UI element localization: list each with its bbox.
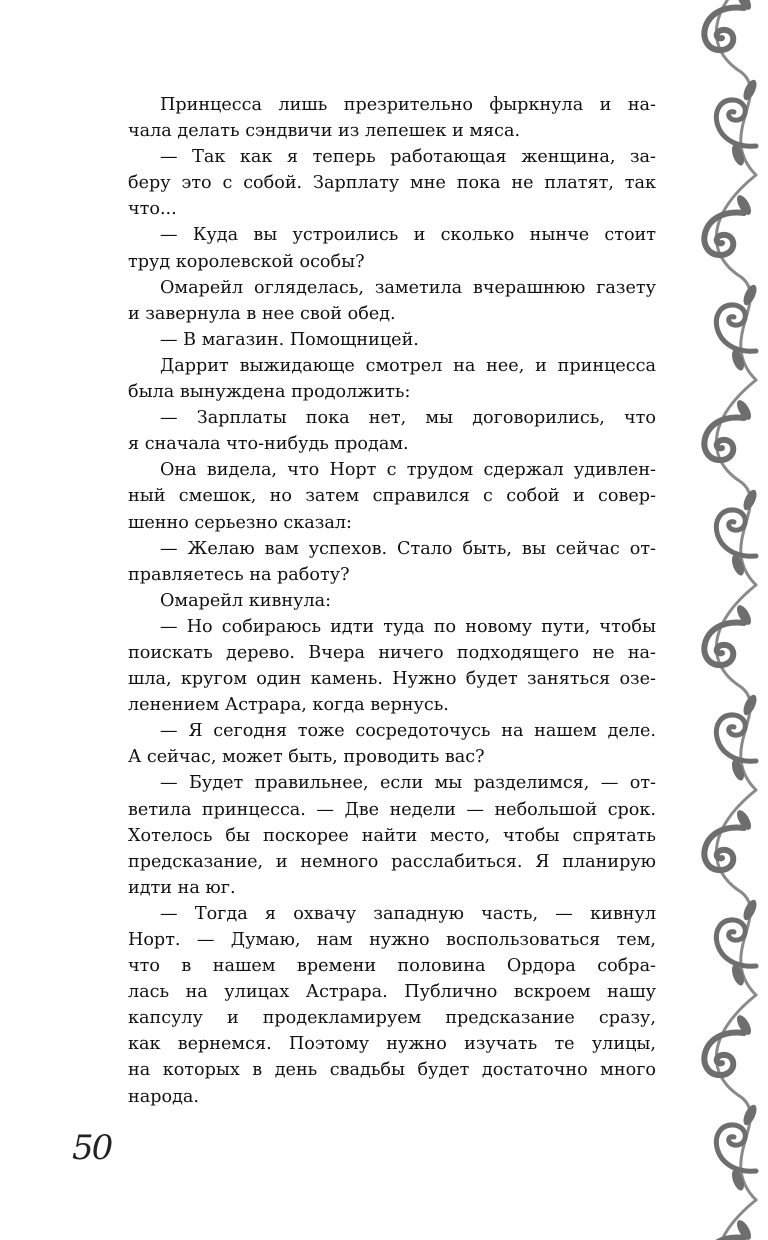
text-line: — Желаю вам успехов. Стало быть, вы сейчас от- [160,538,656,559]
text-line: Норт. — Думаю, нам нужно воспользоваться тем, [128,930,656,950]
text-line: — Я сегодня тоже сосредоточусь на нашем деле. [160,721,656,742]
text-line: Принцесса лишь презрительно фыркнула и на- [160,95,656,115]
text-line: поискать дерево. Вчера ничего подходящего не на- [128,642,656,663]
text-line: — Куда вы устроились и сколько нынче стоит [160,225,656,246]
text-line: правляетесь на работу? [128,564,350,585]
text-line: предсказание, и немного расслабиться. Я планирую [128,851,656,872]
text-line: Омарейл кивнула: [160,590,332,611]
text-line: — Но собираюсь идти туда по новому пути, чтобы [160,616,656,637]
text-line: и завернула в нее свой обед. [128,303,396,324]
text-line: была вынуждена продолжить: [128,382,411,403]
page-text [128,92,656,1110]
text-line: ветила принцесса. — Две недели — небольшой срок. [128,799,656,820]
text-line: идти на юг. [128,877,236,898]
text-line: шенно серьезно сказал: [128,512,352,533]
text-line: — Зарплаты пока нет, мы договорились, что [160,408,656,429]
page-number: 50 [72,1128,112,1168]
text-line: я сначала что-нибудь продам. [128,434,409,455]
text-line: чала делать сэндвичи из лепешек и мяса. [128,121,521,142]
text-line: А сейчас, может быть, проводить вас? [128,747,485,768]
text-line: шла, кругом один камень. Нужно будет заняться озе- [128,669,656,690]
text-line: ный смешок, но затем справился с собой и совер- [128,486,656,507]
text-line: что... [128,199,177,220]
text-line: как вернемся. Поэтому нужно изучать те улицы, [128,1034,656,1055]
text-line: Даррит выжидающе смотрел на нее, и принцесса [160,355,656,376]
text-line: — В магазин. Помощницей. [160,329,419,350]
text-line: — Так как я теперь работающая женщина, за- [160,147,656,168]
text-line: Омарейл огляделась, заметила вчерашнюю газету [160,277,656,298]
text-line: — Тогда я охвачу западную часть, — кивнул [160,903,656,924]
text-line: капсулу и продекламируем предсказание сразу, [128,1008,656,1029]
flourish-border-icon [646,0,768,1240]
text-line: Она видела, что Норт с трудом сдержал удивлен- [160,460,656,481]
text-line: — Будет правильнее, если мы разделимся, — от- [160,773,656,794]
text-line: на которых в день свадьбы будет достаточно много [128,1060,656,1081]
text-line: труд королевской особы? [128,251,365,272]
text-line: народа. [128,1086,199,1107]
text-line: беру это с собой. Зарплату мне пока не платят, так [128,173,656,194]
text-line: лась на улицах Астрара. Публично вскроем нашу [128,982,656,1003]
text-line: Хотелось бы поскорее найти место, чтобы спрятать [128,825,656,846]
text-line: что в нашем времени половина Ордора собра- [128,956,656,977]
text-line: ленением Астрара, когда вернусь. [128,695,449,716]
